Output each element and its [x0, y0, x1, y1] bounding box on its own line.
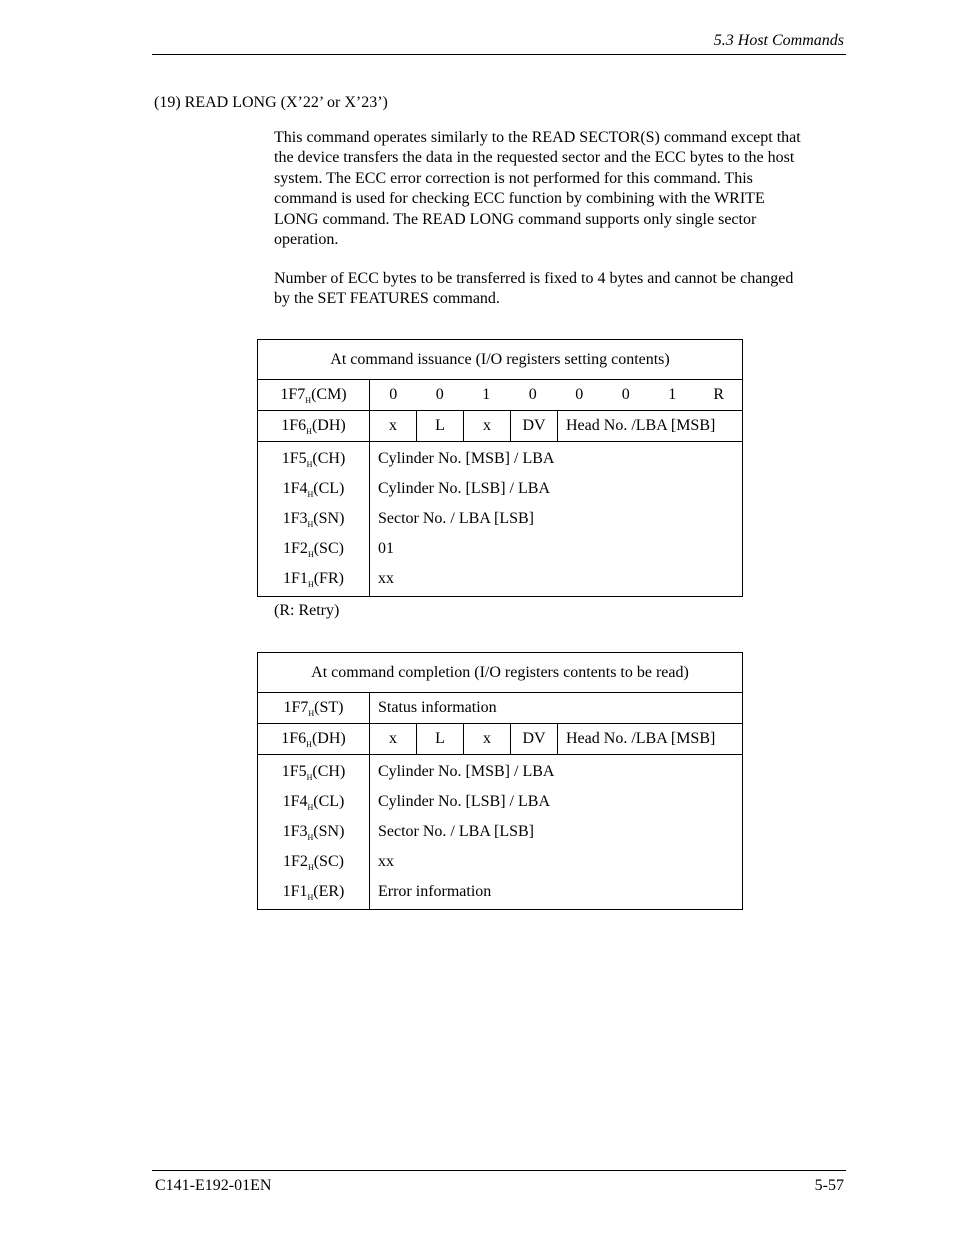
para-line: command is used for checking ECC function by combining with the WRITE	[274, 190, 765, 208]
bit-0: R	[713, 386, 725, 403]
table-row	[258, 755, 743, 788]
register-name: $1F2_H(SC)$	[258, 534, 370, 564]
table-row	[258, 442, 743, 475]
register-name: $1F3_H(SN)$	[258, 504, 370, 534]
description-paragraph	[274, 128, 849, 250]
register-value: 01	[378, 540, 394, 557]
bit-1: 1	[668, 386, 677, 403]
command-code-bits	[370, 380, 743, 411]
table-caption: At command issuance (I/O registers setting contents)	[258, 340, 743, 380]
bit-2: 0	[621, 386, 630, 403]
table-row	[258, 504, 743, 534]
register-value: xx	[378, 853, 394, 870]
table-row	[258, 564, 743, 597]
para-line: operation.	[274, 231, 339, 249]
register-name: $1F7_H(CM)$	[258, 380, 370, 411]
register-name: $1F6_H(DH)$	[258, 724, 370, 755]
register-name: $1F7_H(ST)$	[258, 693, 370, 724]
register-name: $1F2_H(SC)$	[258, 847, 370, 877]
register-name: $1F4_H(CL)$	[258, 474, 370, 504]
table-row	[258, 474, 743, 504]
table-row	[258, 787, 743, 817]
register-name: $1F1_H(FR)$	[258, 564, 370, 597]
ecc-paragraph	[274, 269, 849, 310]
bit-3: 0	[575, 386, 584, 403]
register-name: $1F1_H(ER)$	[258, 877, 370, 910]
para-line: by the SET FEATURES command.	[274, 290, 500, 308]
table-row	[258, 847, 743, 877]
dh-field: x	[464, 724, 511, 754]
header-rule	[152, 54, 846, 55]
register-value: xx	[378, 570, 394, 587]
table-caption: At command completion (I/O registers contents to be read)	[258, 653, 743, 693]
dh-field: x	[464, 411, 511, 441]
para-line: LONG command. The READ LONG command supports only single sector	[274, 210, 757, 228]
register-name: $1F5_H(CH)$	[258, 442, 370, 475]
completion-register-table	[257, 652, 743, 910]
document-id: C141-E192-01EN	[155, 1177, 272, 1194]
page-number: 5-57	[814, 1177, 844, 1194]
register-value: Sector No. / LBA [LSB]	[378, 823, 534, 840]
command-heading: (19) READ LONG (X’22’ or X’23’)	[154, 94, 388, 111]
register-value: Cylinder No. [LSB] / LBA	[378, 480, 550, 497]
para-line: Number of ECC bytes to be transferred is fixed to 4 bytes and cannot be changed	[274, 270, 794, 287]
register-value: Cylinder No. [MSB] / LBA	[378, 763, 555, 780]
bit-5: 1	[482, 386, 491, 403]
issuance-register-table	[257, 339, 743, 597]
register-value: Cylinder No. [MSB] / LBA	[378, 450, 555, 467]
register-value: Cylinder No. [LSB] / LBA	[378, 793, 550, 810]
dh-head-field: Head No. /LBA [MSB]	[566, 730, 716, 747]
register-name: $1F3_H(SN)$	[258, 817, 370, 847]
table-row	[258, 817, 743, 847]
register-name: $1F4_H(CL)$	[258, 787, 370, 817]
para-line: the device transfers the data in the requested sector and the ECC bytes to the host	[274, 149, 795, 167]
device-head-fields	[370, 411, 743, 442]
running-header: 5.3 Host Commands	[713, 32, 844, 49]
table-row	[258, 877, 743, 910]
dh-field: L	[417, 411, 464, 441]
device-head-fields	[370, 724, 743, 755]
bit-6: 0	[435, 386, 444, 403]
retry-note: (R: Retry)	[274, 602, 340, 619]
para-line: system. The ECC error correction is not performed for this command. This	[274, 169, 753, 187]
para-line: This command operates similarly to the READ SECTOR(S) command except that	[274, 129, 801, 146]
table-row	[258, 534, 743, 564]
dh-field: DV	[511, 724, 558, 754]
bit-4: 0	[528, 386, 537, 403]
footer-rule	[152, 1170, 846, 1171]
dh-field: x	[370, 724, 417, 754]
register-value: Sector No. / LBA [LSB]	[378, 510, 534, 527]
dh-field: DV	[511, 411, 558, 441]
dh-head-field: Head No. /LBA [MSB]	[566, 417, 716, 434]
register-value: Error information	[378, 883, 492, 900]
dh-field: x	[370, 411, 417, 441]
register-name: $1F6_H(DH)$	[258, 411, 370, 442]
dh-field: L	[417, 724, 464, 754]
register-name: $1F5_H(CH)$	[258, 755, 370, 788]
register-value: Status information	[378, 699, 497, 716]
bit-7: 0	[389, 386, 398, 403]
